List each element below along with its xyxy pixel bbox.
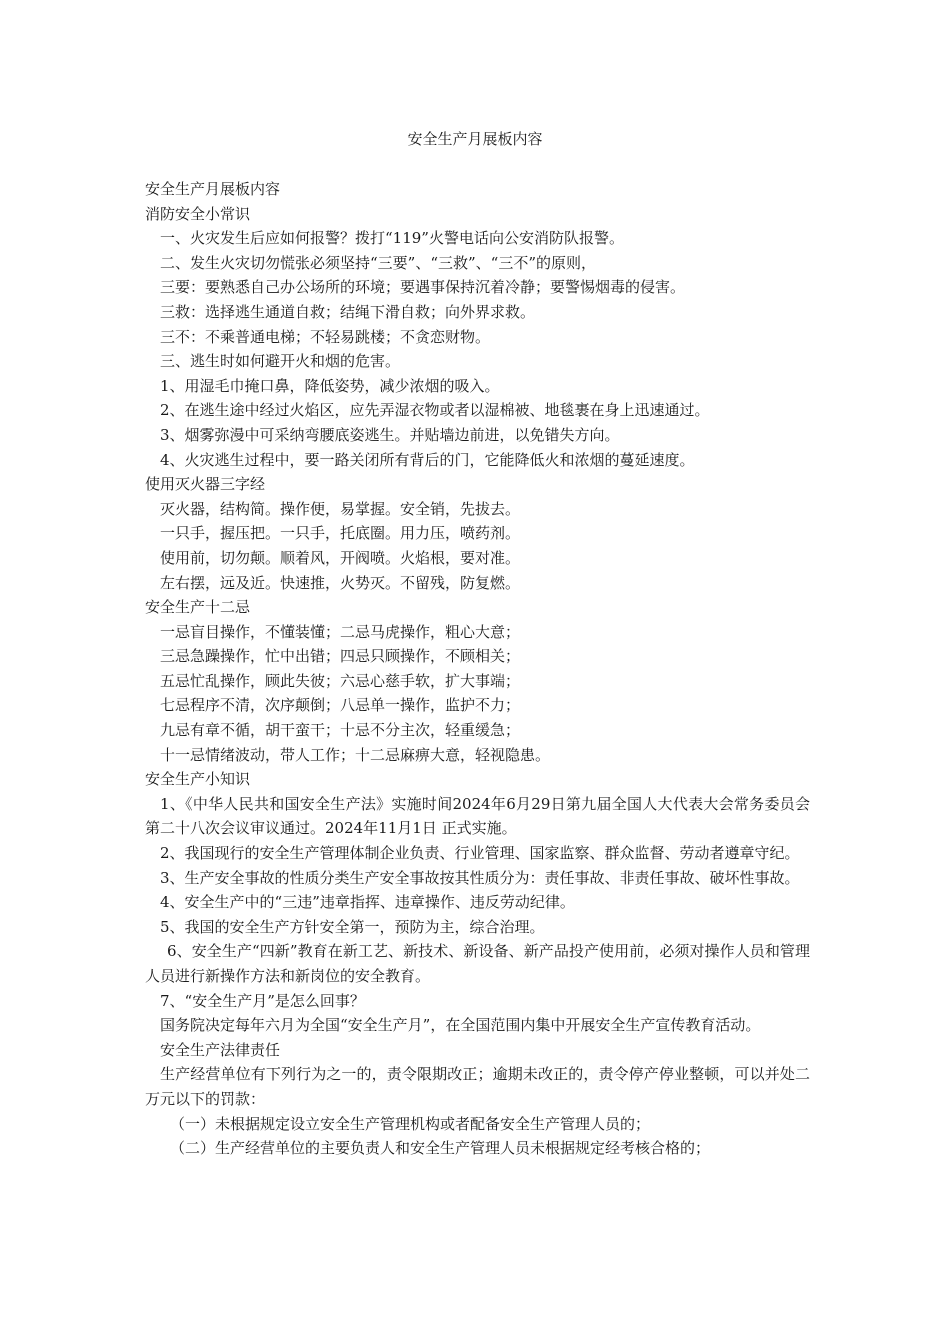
section-heading-extinguisher: 使用灭火器三字经 [145, 475, 266, 494]
text-line: 七忌程序不清，次序颠倒；八忌单一操作，监护不力； [160, 696, 521, 715]
text-line: 4、安全生产中的“三违”违章指挥、违章操作、违反劳动纪律。 [160, 893, 575, 912]
text-line: 一、火灾发生后应如何报警？拨打“119”火警电话向公安消防队报警。 [160, 229, 624, 248]
section-heading-fire-safety: 消防安全小常识 [145, 204, 251, 223]
section-heading-twelve-taboos: 安全生产十二忌 [145, 598, 251, 617]
text-line: 一只手，握压把。一只手，托底圈。用力压，喷药剂。 [160, 524, 521, 543]
text-line: （二）生产经营单位的主要负责人和安全生产管理人员未根据规定经考核合格的； [170, 1139, 711, 1158]
text-line: 九忌有章不循，胡干蛮干；十忌不分主次，轻重缓急； [160, 721, 521, 740]
text-line: 左右摆，远及近。快速推，火势灭。不留残，防复燃。 [160, 573, 521, 592]
text-paragraph: 6、安全生产“四新”教育在新工艺、新技术、新设备、新产品投产使用前，必须对操作人员和管理人员进行新操作方法和新岗位的安全教育。 [145, 942, 810, 985]
text-line: 国务院决定每年六月为全国“安全生产月”，在全国范围内集中开展安全生产宣传教育活动。 [160, 1016, 761, 1035]
text-line: 二、发生火灾切勿慌张必须坚持“三要”、“三救”、“三不”的原则， [160, 253, 597, 272]
text-line: 使用前，切勿颠。顺着风，开阀喷。火焰根，要对准。 [160, 548, 521, 567]
text-line: 三要：要熟悉自己办公场所的环境；要遇事保持沉着冷静；要警惕烟毒的侵害。 [160, 278, 686, 297]
text-line: 灭火器，结构简。操作便，易掌握。安全销，先拔去。 [160, 499, 521, 518]
text-line: 安全生产月展板内容 [145, 180, 281, 198]
document-title: 安全生产月展板内容 [407, 130, 543, 148]
text-line: 一忌盲目操作，不懂装懂；二忌马虎操作，粗心大意； [160, 622, 521, 641]
text-line: 三不：不乘普通电梯；不轻易跳楼；不贪恋财物。 [160, 327, 491, 346]
text-line: 3、烟雾弥漫中可采纳弯腰底姿逃生。并贴墙边前进，以免错失方向。 [160, 425, 620, 444]
text-line: 三忌急躁操作，忙中出错；四忌只顾操作，不顾相关； [160, 647, 521, 666]
text-paragraph: 生产经营单位有下列行为之一的，责令限期改正；逾期未改正的，责令停产停业整顿，可以并处二万元以下的罚款： [145, 1065, 810, 1108]
text-line: 5、我国的安全生产方针安全第一，预防为主，综合治理。 [160, 917, 545, 936]
document-body [145, 177, 810, 1161]
text-paragraph: 2、我国现行的安全生产管理体制企业负责、行业管理、国家监察、群众监督、劳动者遵章守纪。 [160, 844, 800, 863]
text-line: 1、用湿毛巾掩口鼻，降低姿势，减少浓烟的吸入。 [160, 376, 500, 395]
text-line: 2、在逃生途中经过火焰区，应先弄湿衣物或者以湿棉被、地毯裹在身上迅速通过。 [160, 401, 710, 420]
section-heading-safety-knowledge: 安全生产小知识 [145, 770, 251, 789]
text-paragraph: 1、《中华人民共和国安全生产法》实施时间2024年6月29日第九届全国人大代表大会常务委员会第二十八次会议审议通过。2024年11月1日 正式实施。 [145, 794, 810, 838]
text-line: 4、火灾逃生过程中，要一路关闭所有背后的门，它能降低火和浓烟的蔓延速度。 [160, 450, 695, 469]
text-paragraph: 3、生产安全事故的性质分类生产安全事故按其性质分为：责任事故、非责任事故、破坏性事故。 [160, 868, 800, 887]
text-line: 三、逃生时如何避开火和烟的危害。 [160, 352, 401, 371]
text-line: 7、“安全生产月”是怎么回事？ [160, 991, 365, 1010]
text-line: 三救：选择逃生通道自救；结绳下滑自救；向外界求救。 [160, 302, 536, 321]
text-line: 五忌忙乱操作，顾此失彼；六忌心慈手软，扩大事端； [160, 671, 521, 690]
section-heading-legal-liability: 安全生产法律责任 [160, 1040, 281, 1059]
text-line: （一）未根据规定设立安全生产管理机构或者配备安全生产管理人员的； [170, 1114, 651, 1133]
text-line: 十一忌情绪波动，带人工作；十二忌麻痹大意，轻视隐患。 [160, 745, 551, 764]
